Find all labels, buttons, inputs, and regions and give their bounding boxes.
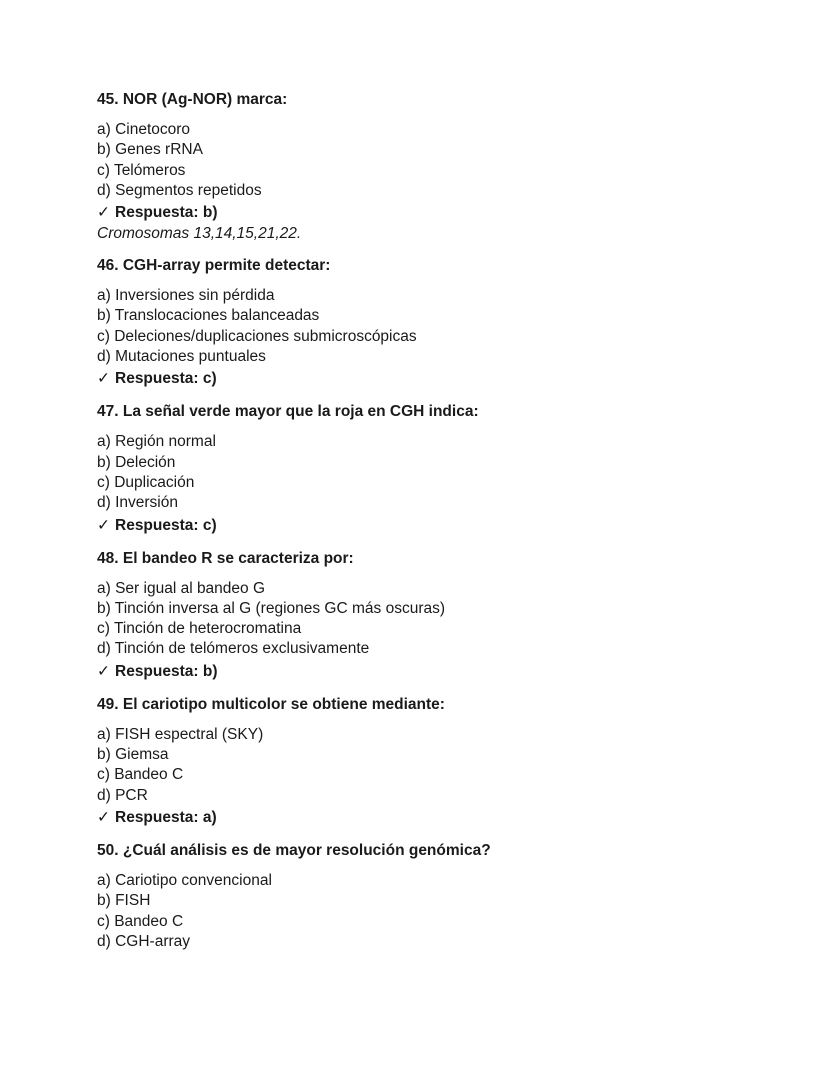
option-d: d) Segmentos repetidos	[97, 181, 262, 199]
question-title: 47. La señal verde mayor que la roja en CGH indica:	[97, 403, 479, 421]
option-d: d) PCR	[97, 786, 148, 804]
answer-line	[97, 660, 777, 683]
question-title: 45. NOR (Ag-NOR) marca:	[97, 91, 288, 108]
option-d: d) Inversión	[97, 494, 178, 512]
option-a: a) Cariotipo convencional	[97, 871, 272, 889]
checkmark-icon: ✓	[97, 516, 110, 534]
option-b: b) Giemsa	[97, 746, 169, 764]
question-45	[97, 90, 777, 244]
checkmark-icon: ✓	[97, 808, 110, 826]
answer-text: Respuesta: c)	[115, 370, 217, 388]
question-title: 46. CGH-array permite detectar:	[97, 257, 331, 275]
option-d: d) Tinción de telómeros exclusivamente	[97, 640, 370, 658]
option-a: a) FISH espectral (SKY)	[97, 725, 264, 743]
checkmark-icon: ✓	[97, 662, 110, 680]
option-c: c) Duplicación	[97, 473, 195, 491]
option-a: a) Cinetocoro	[97, 121, 191, 138]
answer-text: Respuesta: b)	[115, 204, 218, 222]
question-title: 49. El cariotipo multicolor se obtiene mediante:	[97, 695, 445, 713]
answer-text: Respuesta: a)	[115, 808, 217, 826]
document-page	[97, 90, 777, 952]
answer-line	[97, 514, 777, 537]
option-b: b) Tinción inversa al G (regiones GC más oscuras)	[97, 599, 446, 617]
question-47	[97, 402, 777, 536]
question-title: 48. El bandeo R se caracteriza por:	[97, 549, 354, 567]
answer-line	[97, 806, 777, 829]
checkmark-icon: ✓	[97, 204, 110, 222]
option-b: b) FISH	[97, 892, 151, 910]
checkmark-icon: ✓	[97, 370, 110, 388]
option-c: c) Telómeros	[97, 161, 186, 179]
option-b: b) Deleción	[97, 453, 176, 471]
question-49	[97, 695, 777, 829]
option-c: c) Bandeo C	[97, 766, 184, 784]
option-b: b) Translocaciones balanceadas	[97, 307, 320, 325]
option-c: c) Deleciones/duplicaciones submicroscópicas	[97, 327, 417, 345]
option-a: a) Región normal	[97, 433, 216, 451]
option-a: a) Inversiones sin pérdida	[97, 287, 275, 305]
option-a: a) Ser igual al bandeo G	[97, 579, 266, 597]
question-46	[97, 256, 777, 390]
answer-text: Respuesta: b)	[115, 662, 218, 680]
option-d: d) Mutaciones puntuales	[97, 348, 266, 366]
question-title: 50. ¿Cuál análisis es de mayor resolución genómica?	[97, 841, 491, 859]
option-b: b) Genes rRNA	[97, 141, 203, 159]
question-48	[97, 549, 777, 683]
option-c: c) Bandeo C	[97, 912, 184, 930]
answer-line	[97, 201, 777, 224]
answer-note: Cromosomas 13,14,15,21,22.	[97, 225, 302, 243]
option-c: c) Tinción de heterocromatina	[97, 620, 302, 638]
answer-text: Respuesta: c)	[115, 516, 217, 534]
answer-line	[97, 367, 777, 390]
question-50	[97, 841, 777, 952]
option-d: d) CGH-array	[97, 932, 191, 950]
